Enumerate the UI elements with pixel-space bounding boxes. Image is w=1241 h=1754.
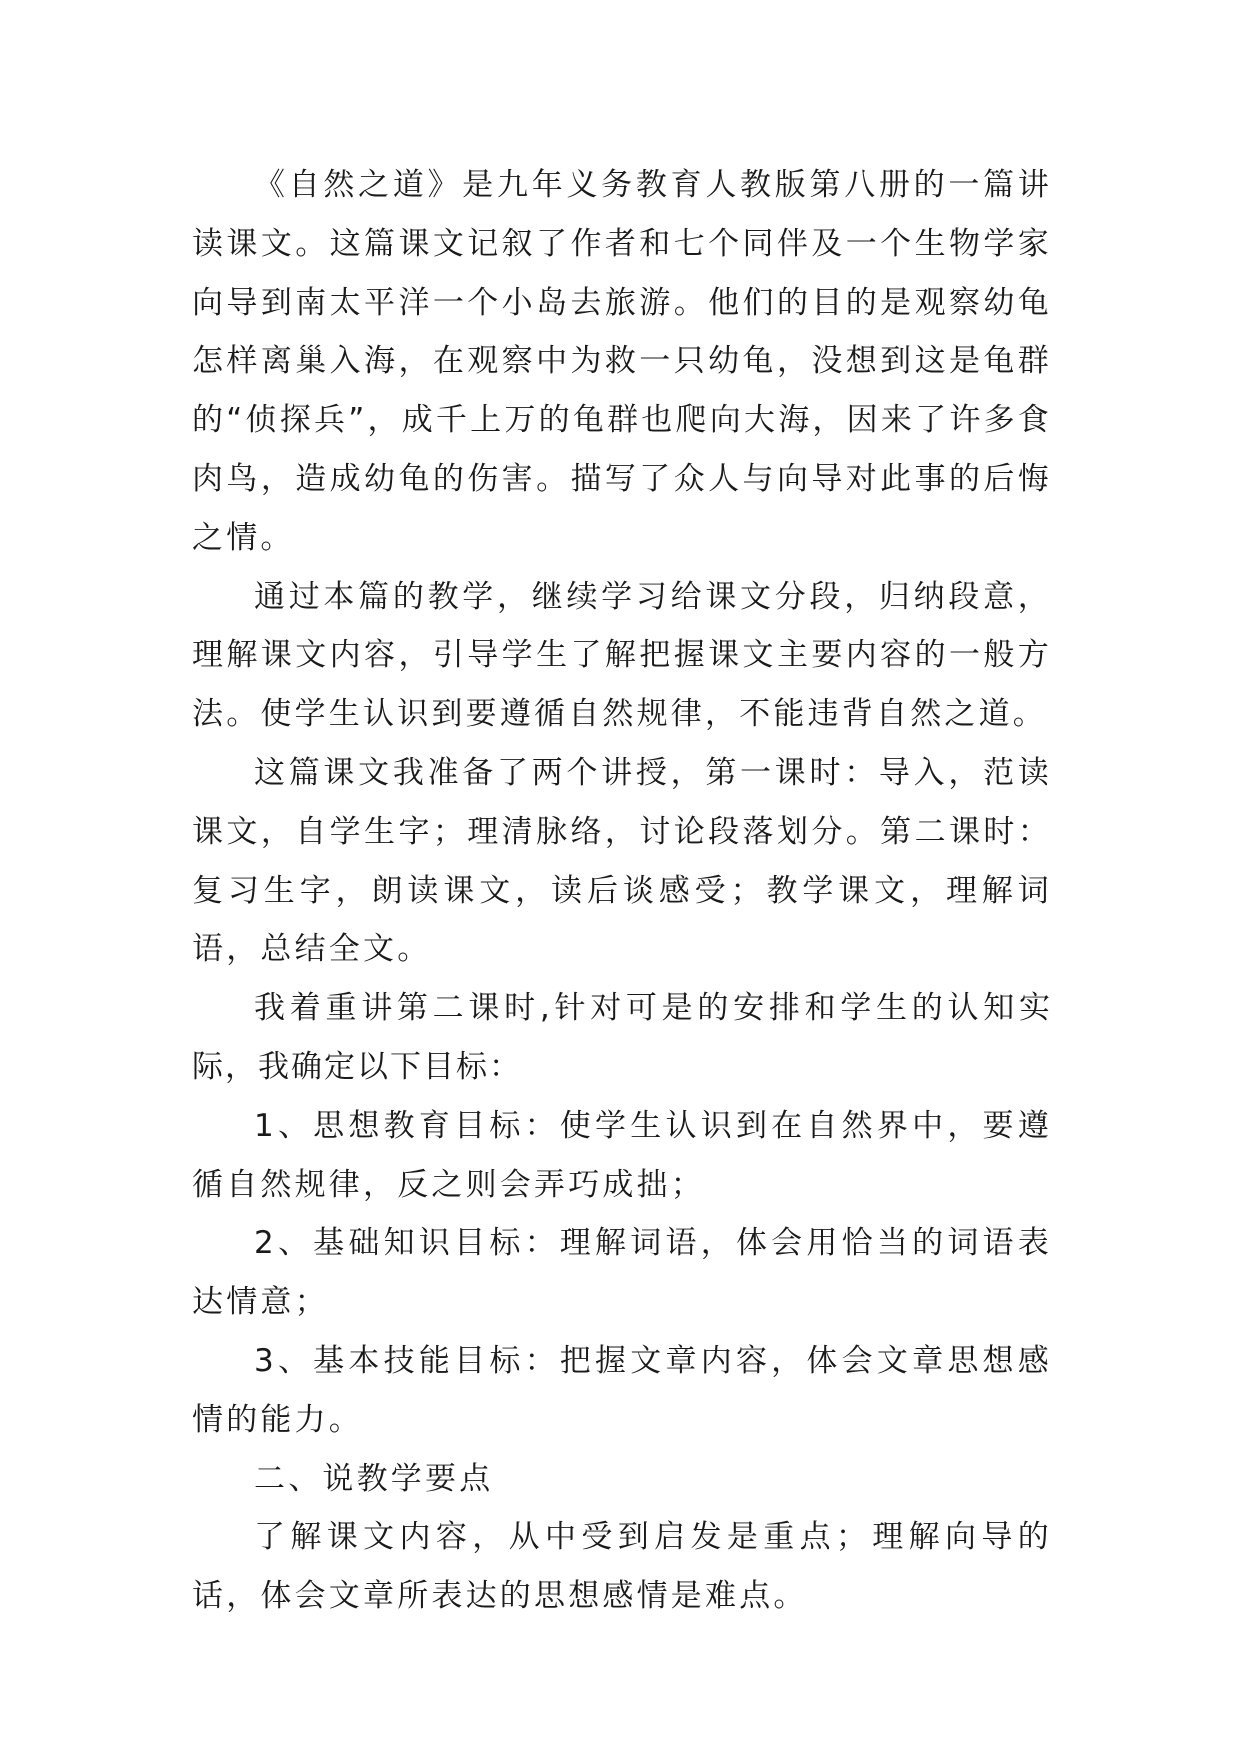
paragraph-goal-1: 1、思想教育目标：使学生认识到在自然界中，要遵循自然规律，反之则会弄巧成拙； — [192, 1107, 1052, 1203]
paragraph-goal-3: 3、基本技能目标：把握文章内容，体会文章思想感情的能力。 — [192, 1342, 1052, 1438]
paragraph-key-points: 了解课文内容，从中受到启发是重点；理解向导的话，体会文章所表达的思想感情是难点。 — [192, 1519, 1052, 1615]
paragraph-focus: 我着重讲第二课时,针对可是的安排和学生的认知实际，我确定以下目标： — [192, 990, 1052, 1085]
document-body — [192, 156, 1052, 1626]
paragraph-goal-2: 2、基础知识目标：理解词语，体会用恰当的词语表达情意； — [192, 1225, 1052, 1321]
paragraph-teaching-purpose: 通过本篇的教学，继续学习给课文分段，归纳段意，理解课文内容，引导学生了解把握课文主要内容的一般方法。使学生认识到要遵循自然规律，不能违背自然之道。 — [192, 578, 1052, 733]
section-heading: 二、说教学要点 — [254, 1460, 494, 1497]
paragraph-lesson-plan: 这篇课文我准备了两个讲授，第一课时：导入，范读课文，自学生字；理清脉络，讨论段落划分。第二课时：复习生字，朗读课文，读后谈感受；教学课文，理解词语，总结全文。 — [192, 754, 1052, 968]
paragraph-intro: 《自然之道》是九年义务教育人教版第八册的一篇讲读课文。这篇课文记叙了作者和七个同伴及一个生物学家向导到南太平洋一个小岛去旅游。他们的目的是观察幼龟怎样离巢入海，在观察中为救一只幼龟，没想到这是龟群的“侦探兵”，成千上万的龟群也爬向大海，因来了许多食肉鸟，造成幼龟的伤害。描写了众人与向导对此事的后悔之情。 — [192, 167, 1052, 556]
